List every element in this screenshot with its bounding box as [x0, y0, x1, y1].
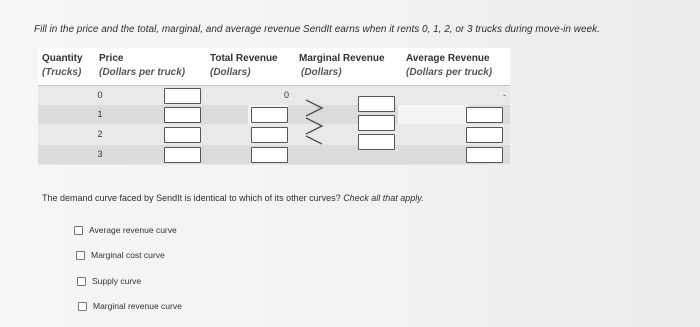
- average-revenue-cell: -: [503, 90, 506, 100]
- marginal-revenue-cell: 0: [284, 90, 290, 100]
- quantity-cell: 0: [97, 90, 103, 100]
- table-header: [38, 48, 510, 86]
- chevron-bracket-icon: [304, 96, 326, 148]
- price-input[interactable]: [164, 147, 201, 163]
- option-label: Marginal cost curve: [91, 250, 165, 260]
- table-body: [38, 86, 510, 165]
- quantity-cell: 3: [97, 149, 103, 159]
- question-text: The demand curve faced by SendIt is identical to which of its other curves? Check all that apply.: [42, 193, 424, 203]
- option-marginal-cost[interactable]: [76, 250, 165, 260]
- average-revenue-input[interactable]: [466, 127, 503, 143]
- header-quantity: Quantity (Trucks): [42, 53, 83, 78]
- total-revenue-input[interactable]: [251, 107, 288, 123]
- marginal-revenue-input[interactable]: [358, 134, 395, 150]
- header-price: Price (Dollars per truck): [99, 53, 186, 78]
- header-marginal-revenue: Marginal Revenue (Dollars): [299, 53, 385, 78]
- price-input[interactable]: [164, 88, 201, 104]
- instruction-text: Fill in the price and the total, marginal, and average revenue SendIt earns when it rents 0, 1, 2, or 3 trucks during move-in week.: [34, 24, 600, 35]
- header-average-revenue: Average Revenue (Dollars per truck): [406, 53, 493, 78]
- marginal-revenue-input[interactable]: [358, 96, 395, 112]
- checkbox[interactable]: [76, 251, 85, 260]
- total-revenue-input[interactable]: [251, 127, 288, 143]
- checkbox[interactable]: [74, 226, 83, 235]
- average-revenue-input[interactable]: [466, 147, 503, 163]
- option-label: Average revenue curve: [89, 225, 177, 235]
- row-band: [398, 105, 468, 124]
- option-marginal-revenue[interactable]: [78, 301, 182, 311]
- header-total-revenue: Total Revenue (Dollars): [210, 53, 278, 78]
- average-revenue-input[interactable]: [466, 107, 503, 123]
- question-hint: Check all that apply.: [343, 193, 424, 203]
- option-label: Supply curve: [92, 276, 142, 286]
- quantity-cell: 1: [97, 109, 103, 119]
- price-input[interactable]: [164, 107, 201, 123]
- revenue-table: [38, 48, 510, 165]
- marginal-revenue-input[interactable]: [358, 115, 395, 131]
- option-label: Marginal revenue curve: [93, 301, 182, 311]
- option-average-revenue[interactable]: [74, 225, 177, 235]
- quantity-cell: 2: [97, 129, 103, 139]
- checkbox[interactable]: [77, 277, 86, 286]
- option-supply[interactable]: [77, 276, 141, 286]
- checkbox[interactable]: [78, 302, 87, 311]
- total-revenue-input[interactable]: [251, 147, 288, 163]
- price-input[interactable]: [164, 127, 201, 143]
